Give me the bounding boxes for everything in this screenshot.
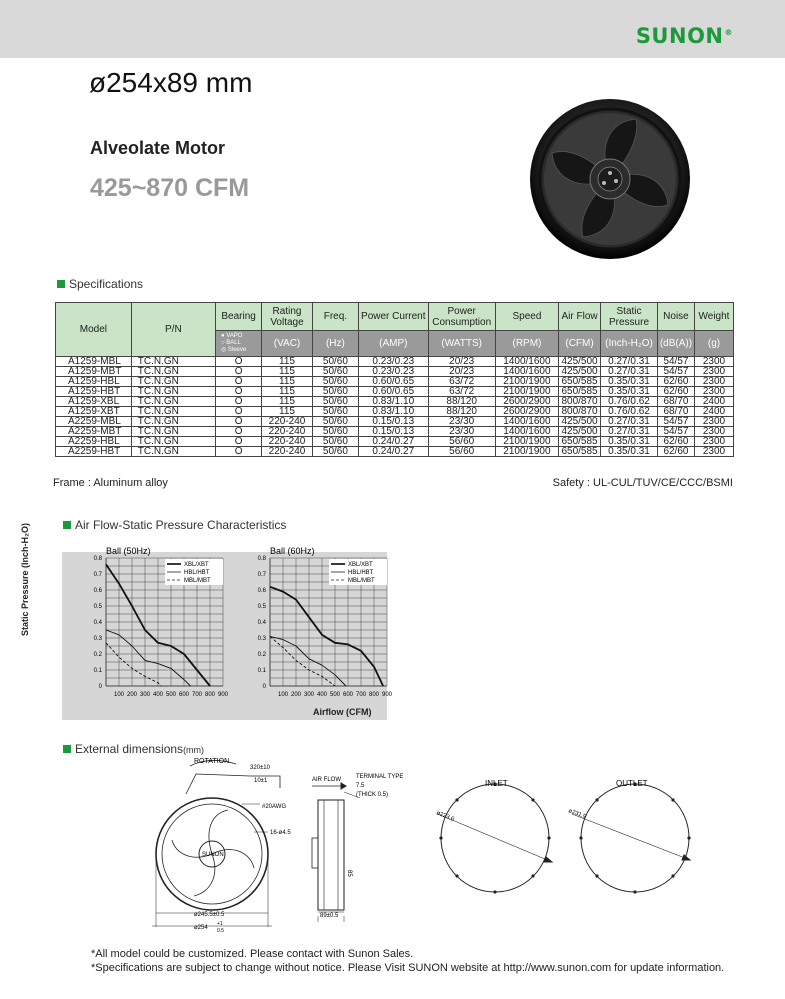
x-tick-label: 200 bbox=[126, 692, 138, 698]
table-cell: 0.35/0.31 bbox=[601, 387, 658, 397]
table-cell: 2400 bbox=[695, 407, 734, 417]
lead-length-label: 320±10 bbox=[250, 765, 270, 771]
table-cell: TC.N.GN bbox=[131, 447, 215, 457]
table-cell: 50/60 bbox=[312, 407, 358, 417]
x-tick-label: 900 bbox=[217, 692, 229, 698]
table-cell: 220-240 bbox=[262, 417, 313, 427]
unit-amp: (AMP) bbox=[359, 331, 428, 357]
unit-inch-h2o: (Inch-H₂O) bbox=[601, 331, 658, 357]
x-tick-label: 700 bbox=[355, 692, 367, 698]
product-title: ø254x89 mm bbox=[89, 67, 253, 98]
table-cell: 0.15/0.13 bbox=[359, 417, 428, 427]
table-cell: 0.35/0.31 bbox=[601, 377, 658, 387]
chart-ball-50hz bbox=[88, 546, 248, 706]
unit-rpm: (RPM) bbox=[495, 331, 558, 357]
table-cell: 2100/1900 bbox=[495, 447, 558, 457]
table-cell: 68/70 bbox=[657, 397, 694, 407]
table-cell: 2600/2900 bbox=[495, 397, 558, 407]
footnote-customize: *All model could be customized. Please contact with Sunon Sales. bbox=[91, 948, 414, 960]
chart-title: Ball (60Hz) bbox=[270, 546, 315, 556]
bearing-sleeve-icon: ◎ bbox=[220, 347, 227, 353]
table-cell: 62/60 bbox=[657, 447, 694, 457]
table-cell: 50/60 bbox=[312, 427, 358, 437]
y-tick-label: 0.2 bbox=[93, 652, 102, 658]
table-cell: O bbox=[215, 437, 261, 447]
table-cell: TC.N.GN bbox=[131, 397, 215, 407]
table-cell: O bbox=[215, 407, 261, 417]
x-tick-label: 600 bbox=[342, 692, 354, 698]
table-cell: 0.83/1.10 bbox=[359, 397, 428, 407]
bearing-vapo-icon: ● bbox=[220, 333, 225, 339]
awg-label: #20AWG bbox=[262, 804, 287, 810]
y-tick-label: 0 bbox=[262, 684, 266, 690]
series-line bbox=[270, 636, 335, 686]
table-cell: 220-240 bbox=[262, 427, 313, 437]
table-cell: 220-240 bbox=[262, 447, 313, 457]
table-cell: 2400 bbox=[695, 397, 734, 407]
col-weight: Weight bbox=[695, 303, 734, 331]
table-cell: 54/57 bbox=[657, 427, 694, 437]
chart-x-label: Airflow (CFM) bbox=[313, 707, 372, 717]
x-tick-label: 600 bbox=[178, 692, 190, 698]
table-cell: 115 bbox=[262, 377, 313, 387]
table-cell: A1259-HBT bbox=[56, 387, 132, 397]
airflow-range: 425~870 CFM bbox=[90, 174, 250, 202]
table-cell: O bbox=[215, 417, 261, 427]
table-cell: 2300 bbox=[695, 437, 734, 447]
series-line bbox=[270, 636, 346, 686]
table-cell: 0.60/0.65 bbox=[359, 377, 428, 387]
y-tick-label: 0.5 bbox=[257, 604, 266, 610]
side-view-drawing bbox=[312, 783, 360, 922]
dimension-drawings bbox=[150, 752, 750, 934]
unit-hz: (Hz) bbox=[312, 331, 358, 357]
chart-ball-60hz bbox=[252, 546, 412, 706]
table-cell: 54/57 bbox=[657, 357, 694, 367]
outlet-label: OUTLET bbox=[616, 779, 648, 788]
table-cell: 54/57 bbox=[657, 367, 694, 377]
outlet-mount-holes bbox=[579, 782, 690, 893]
table-cell: 425/500 bbox=[559, 427, 601, 437]
inlet-diameter-label: ø223.6 bbox=[435, 810, 455, 823]
table-cell: 0.27/0.31 bbox=[601, 357, 658, 367]
table-cell: 2300 bbox=[695, 417, 734, 427]
legend-label: MBL/MBT bbox=[348, 578, 375, 584]
table-cell: 50/60 bbox=[312, 397, 358, 407]
legend-label: MBL/MBT bbox=[184, 578, 211, 584]
y-tick-label: 0.4 bbox=[93, 620, 102, 626]
x-tick-label: 900 bbox=[381, 692, 393, 698]
table-cell: O bbox=[215, 387, 261, 397]
table-cell: 115 bbox=[262, 387, 313, 397]
y-tick-label: 0.8 bbox=[257, 556, 266, 562]
table-cell: O bbox=[215, 397, 261, 407]
table-cell: TC.N.GN bbox=[131, 407, 215, 417]
y-tick-label: 0.5 bbox=[93, 604, 102, 610]
col-model: Model bbox=[56, 303, 132, 357]
table-row bbox=[56, 367, 734, 377]
section-dimensions: External dimensions(mm) bbox=[63, 742, 204, 756]
table-cell: 650/585 bbox=[559, 437, 601, 447]
table-cell: 50/60 bbox=[312, 417, 358, 427]
table-cell: 0.76/0.62 bbox=[601, 407, 658, 417]
table-cell: 800/870 bbox=[559, 407, 601, 417]
x-tick-label: 800 bbox=[368, 692, 380, 698]
motor-type: Alveolate Motor bbox=[90, 138, 226, 158]
section-marker-icon bbox=[63, 745, 71, 753]
header-bar bbox=[0, 0, 785, 58]
table-cell: 800/870 bbox=[559, 397, 601, 407]
y-tick-label: 0.4 bbox=[257, 620, 266, 626]
x-tick-label: 400 bbox=[316, 692, 328, 698]
legend-label: HBL/HBT bbox=[184, 570, 210, 576]
table-cell: 56/60 bbox=[428, 447, 495, 457]
legend-label: XBL/XBT bbox=[184, 562, 209, 568]
table-cell: 0.35/0.31 bbox=[601, 437, 658, 447]
table-cell: A1259-XBL bbox=[56, 397, 132, 407]
table-cell: A1259-MBT bbox=[56, 367, 132, 377]
table-cell: 0.27/0.31 bbox=[601, 367, 658, 377]
safety-note: Safety : UL-CUL/TUV/CE/CCC/BSMI bbox=[552, 477, 733, 489]
table-cell: 650/585 bbox=[559, 447, 601, 457]
diameter-tol-down: 0.5 bbox=[217, 928, 224, 934]
table-cell: 56/60 bbox=[428, 437, 495, 447]
unit-dba: (dB(A)) bbox=[657, 331, 694, 357]
table-cell: 2100/1900 bbox=[495, 437, 558, 447]
table-cell: O bbox=[215, 367, 261, 377]
rotation-label: ROTATION bbox=[194, 758, 230, 765]
table-cell: 2100/1900 bbox=[495, 387, 558, 397]
table-cell: 115 bbox=[262, 357, 313, 367]
unit-cfm: (CFM) bbox=[559, 331, 601, 357]
y-tick-label: 0.3 bbox=[257, 636, 266, 642]
x-tick-label: 300 bbox=[139, 692, 151, 698]
table-cell: 54/57 bbox=[657, 417, 694, 427]
table-cell: O bbox=[215, 447, 261, 457]
diameter-outer-label: ø254 bbox=[194, 925, 208, 931]
x-tick-label: 700 bbox=[191, 692, 203, 698]
table-cell: 88/120 bbox=[428, 407, 495, 417]
table-cell: 1400/1600 bbox=[495, 427, 558, 437]
outlet-diameter-label: ø231.9 bbox=[567, 808, 587, 821]
depth-label: 89±0.5 bbox=[320, 913, 339, 919]
table-cell: 0.24/0.27 bbox=[359, 447, 428, 457]
table-cell: 0.27/0.31 bbox=[601, 417, 658, 427]
x-tick-label: 100 bbox=[113, 692, 125, 698]
y-tick-label: 0.2 bbox=[257, 652, 266, 658]
x-tick-label: 500 bbox=[329, 692, 341, 698]
bearing-ball-icon: ○ bbox=[220, 340, 225, 346]
table-cell: 20/23 bbox=[428, 357, 495, 367]
table-cell: 0.27/0.31 bbox=[601, 427, 658, 437]
table-cell: A1259-HBL bbox=[56, 377, 132, 387]
table-row bbox=[56, 447, 734, 457]
x-tick-label: 200 bbox=[290, 692, 302, 698]
x-tick-label: 800 bbox=[204, 692, 216, 698]
table-cell: 50/60 bbox=[312, 357, 358, 367]
col-current: Power Current bbox=[359, 303, 428, 331]
brand-logo: SUNON® bbox=[635, 24, 733, 48]
col-airflow: Air Flow bbox=[559, 303, 601, 331]
table-cell: TC.N.GN bbox=[131, 437, 215, 447]
table-cell: TC.N.GN bbox=[131, 357, 215, 367]
table-row bbox=[56, 407, 734, 417]
y-tick-label: 0.1 bbox=[257, 668, 266, 674]
y-tick-label: 0.7 bbox=[93, 572, 102, 578]
table-row bbox=[56, 377, 734, 387]
col-consumption: Power Consumption bbox=[428, 303, 495, 331]
unit-watts: (WATTS) bbox=[428, 331, 495, 357]
terminal-type-label: TERMINAL TYPE bbox=[356, 774, 404, 780]
table-cell: 63/72 bbox=[428, 387, 495, 397]
table-cell: O bbox=[215, 377, 261, 387]
table-cell: A2259-HBT bbox=[56, 447, 132, 457]
table-cell: 1400/1600 bbox=[495, 417, 558, 427]
table-cell: 68/70 bbox=[657, 407, 694, 417]
y-tick-label: 0.1 bbox=[93, 668, 102, 674]
table-cell: 63/72 bbox=[428, 377, 495, 387]
x-tick-label: 400 bbox=[152, 692, 164, 698]
table-cell: TC.N.GN bbox=[131, 377, 215, 387]
series-line bbox=[270, 587, 383, 686]
table-cell: O bbox=[215, 357, 261, 367]
table-cell: A2259-MBL bbox=[56, 417, 132, 427]
chart-y-label: Static Pressure (Inch-H₂O) bbox=[20, 522, 30, 636]
table-cell: A1259-XBT bbox=[56, 407, 132, 417]
col-freq: Freq. bbox=[312, 303, 358, 331]
table-row bbox=[56, 397, 734, 407]
table-cell: 2100/1900 bbox=[495, 377, 558, 387]
table-cell: 0.76/0.62 bbox=[601, 397, 658, 407]
y-tick-label: 0.8 bbox=[93, 556, 102, 562]
fan-product-image bbox=[528, 97, 692, 261]
col-pn: P/N bbox=[131, 303, 215, 357]
specifications-body bbox=[56, 357, 734, 457]
table-row bbox=[56, 387, 734, 397]
table-cell: 425/500 bbox=[559, 357, 601, 367]
diameter-tol-up: +1 bbox=[217, 921, 223, 927]
col-voltage: Rating Voltage bbox=[262, 303, 313, 331]
y-tick-label: 0.6 bbox=[93, 588, 102, 594]
x-tick-label: 500 bbox=[165, 692, 177, 698]
table-cell: 2300 bbox=[695, 387, 734, 397]
side-dimension-label: 85 bbox=[346, 870, 352, 877]
table-cell: A1259-MBL bbox=[56, 357, 132, 367]
table-cell: 50/60 bbox=[312, 437, 358, 447]
diameter-inner-label: ø245.5±0.5 bbox=[194, 912, 225, 918]
table-cell: 115 bbox=[262, 397, 313, 407]
table-cell: 0.24/0.27 bbox=[359, 437, 428, 447]
x-tick-label: 100 bbox=[277, 692, 289, 698]
table-cell: A2259-MBT bbox=[56, 427, 132, 437]
table-cell: 62/60 bbox=[657, 387, 694, 397]
table-cell: 115 bbox=[262, 407, 313, 417]
table-cell: 88/120 bbox=[428, 397, 495, 407]
table-cell: O bbox=[215, 427, 261, 437]
table-cell: 2300 bbox=[695, 357, 734, 367]
hub-label: SUNON bbox=[202, 852, 224, 858]
section-marker-icon bbox=[63, 521, 71, 529]
col-pressure: Static Pressure bbox=[601, 303, 658, 331]
y-tick-label: 0.6 bbox=[257, 588, 266, 594]
table-cell: 50/60 bbox=[312, 387, 358, 397]
col-bearing: Bearing bbox=[215, 303, 261, 331]
legend-label: HBL/HBT bbox=[348, 570, 374, 576]
table-cell: TC.N.GN bbox=[131, 427, 215, 437]
table-cell: 0.60/0.65 bbox=[359, 387, 428, 397]
chart-title: Ball (50Hz) bbox=[106, 546, 151, 556]
bearing-legend: ● VAPO ○ BALL ◎ Sleeve bbox=[215, 331, 261, 357]
table-cell: TC.N.GN bbox=[131, 417, 215, 427]
table-cell: 50/60 bbox=[312, 367, 358, 377]
table-cell: 650/585 bbox=[559, 387, 601, 397]
y-tick-label: 0.3 bbox=[93, 636, 102, 642]
terminal-dim-label: 7.5 bbox=[356, 783, 365, 789]
table-cell: 62/60 bbox=[657, 377, 694, 387]
section-marker-icon bbox=[57, 280, 65, 288]
table-cell: 2300 bbox=[695, 377, 734, 387]
table-cell: 425/500 bbox=[559, 367, 601, 377]
strip-length-label: 10±1 bbox=[254, 778, 268, 784]
section-airflow: Air Flow-Static Pressure Characteristics bbox=[63, 518, 286, 532]
table-cell: 1400/1600 bbox=[495, 367, 558, 377]
table-row bbox=[56, 427, 734, 437]
table-cell: 650/585 bbox=[559, 377, 601, 387]
table-cell: 0.83/1.10 bbox=[359, 407, 428, 417]
table-cell: 2300 bbox=[695, 427, 734, 437]
frame-note: Frame : Aluminum alloy bbox=[53, 477, 168, 489]
table-cell: 23/30 bbox=[428, 417, 495, 427]
table-cell: 50/60 bbox=[312, 447, 358, 457]
table-cell: 23/30 bbox=[428, 427, 495, 437]
holes-label: 16-ø4.5 bbox=[270, 830, 291, 836]
terminal-thickness-label: (THICK 0.5) bbox=[356, 792, 389, 798]
table-cell: 0.23/0.23 bbox=[359, 357, 428, 367]
table-cell: 220-240 bbox=[262, 437, 313, 447]
col-speed: Speed bbox=[495, 303, 558, 331]
table-cell: 0.23/0.23 bbox=[359, 367, 428, 377]
table-cell: 425/500 bbox=[559, 417, 601, 427]
table-cell: 2300 bbox=[695, 367, 734, 377]
inlet-view-drawing bbox=[438, 784, 552, 892]
table-cell: 62/60 bbox=[657, 437, 694, 447]
inlet-label: INLET bbox=[485, 779, 508, 788]
airflow-direction-label: AIR FLOW bbox=[312, 777, 342, 783]
y-tick-label: 0.7 bbox=[257, 572, 266, 578]
table-row bbox=[56, 357, 734, 367]
table-cell: 2300 bbox=[695, 447, 734, 457]
table-cell: 0.15/0.13 bbox=[359, 427, 428, 437]
table-cell: TC.N.GN bbox=[131, 387, 215, 397]
table-cell: 0.35/0.31 bbox=[601, 447, 658, 457]
table-cell: 50/60 bbox=[312, 377, 358, 387]
legend-label: XBL/XBT bbox=[348, 562, 373, 568]
table-cell: 1400/1600 bbox=[495, 357, 558, 367]
table-row bbox=[56, 437, 734, 447]
table-row bbox=[56, 417, 734, 427]
table-cell: 115 bbox=[262, 367, 313, 377]
col-noise: Noise bbox=[657, 303, 694, 331]
table-cell: 20/23 bbox=[428, 367, 495, 377]
table-cell: TC.N.GN bbox=[131, 367, 215, 377]
footnote-changes: *Specifications are subject to change without notice. Please Visit SUNON website at http://www.sunon.com for update information. bbox=[91, 962, 725, 974]
specifications-table bbox=[55, 302, 734, 457]
unit-g: (g) bbox=[695, 331, 734, 357]
series-line bbox=[106, 643, 161, 686]
front-view-drawing bbox=[152, 760, 280, 927]
table-cell: 2600/2900 bbox=[495, 407, 558, 417]
table-cell: A2259-HBL bbox=[56, 437, 132, 447]
section-specifications: Specifications bbox=[57, 277, 143, 291]
y-tick-label: 0 bbox=[98, 684, 102, 690]
x-tick-label: 300 bbox=[303, 692, 315, 698]
unit-vac: (VAC) bbox=[262, 331, 313, 357]
